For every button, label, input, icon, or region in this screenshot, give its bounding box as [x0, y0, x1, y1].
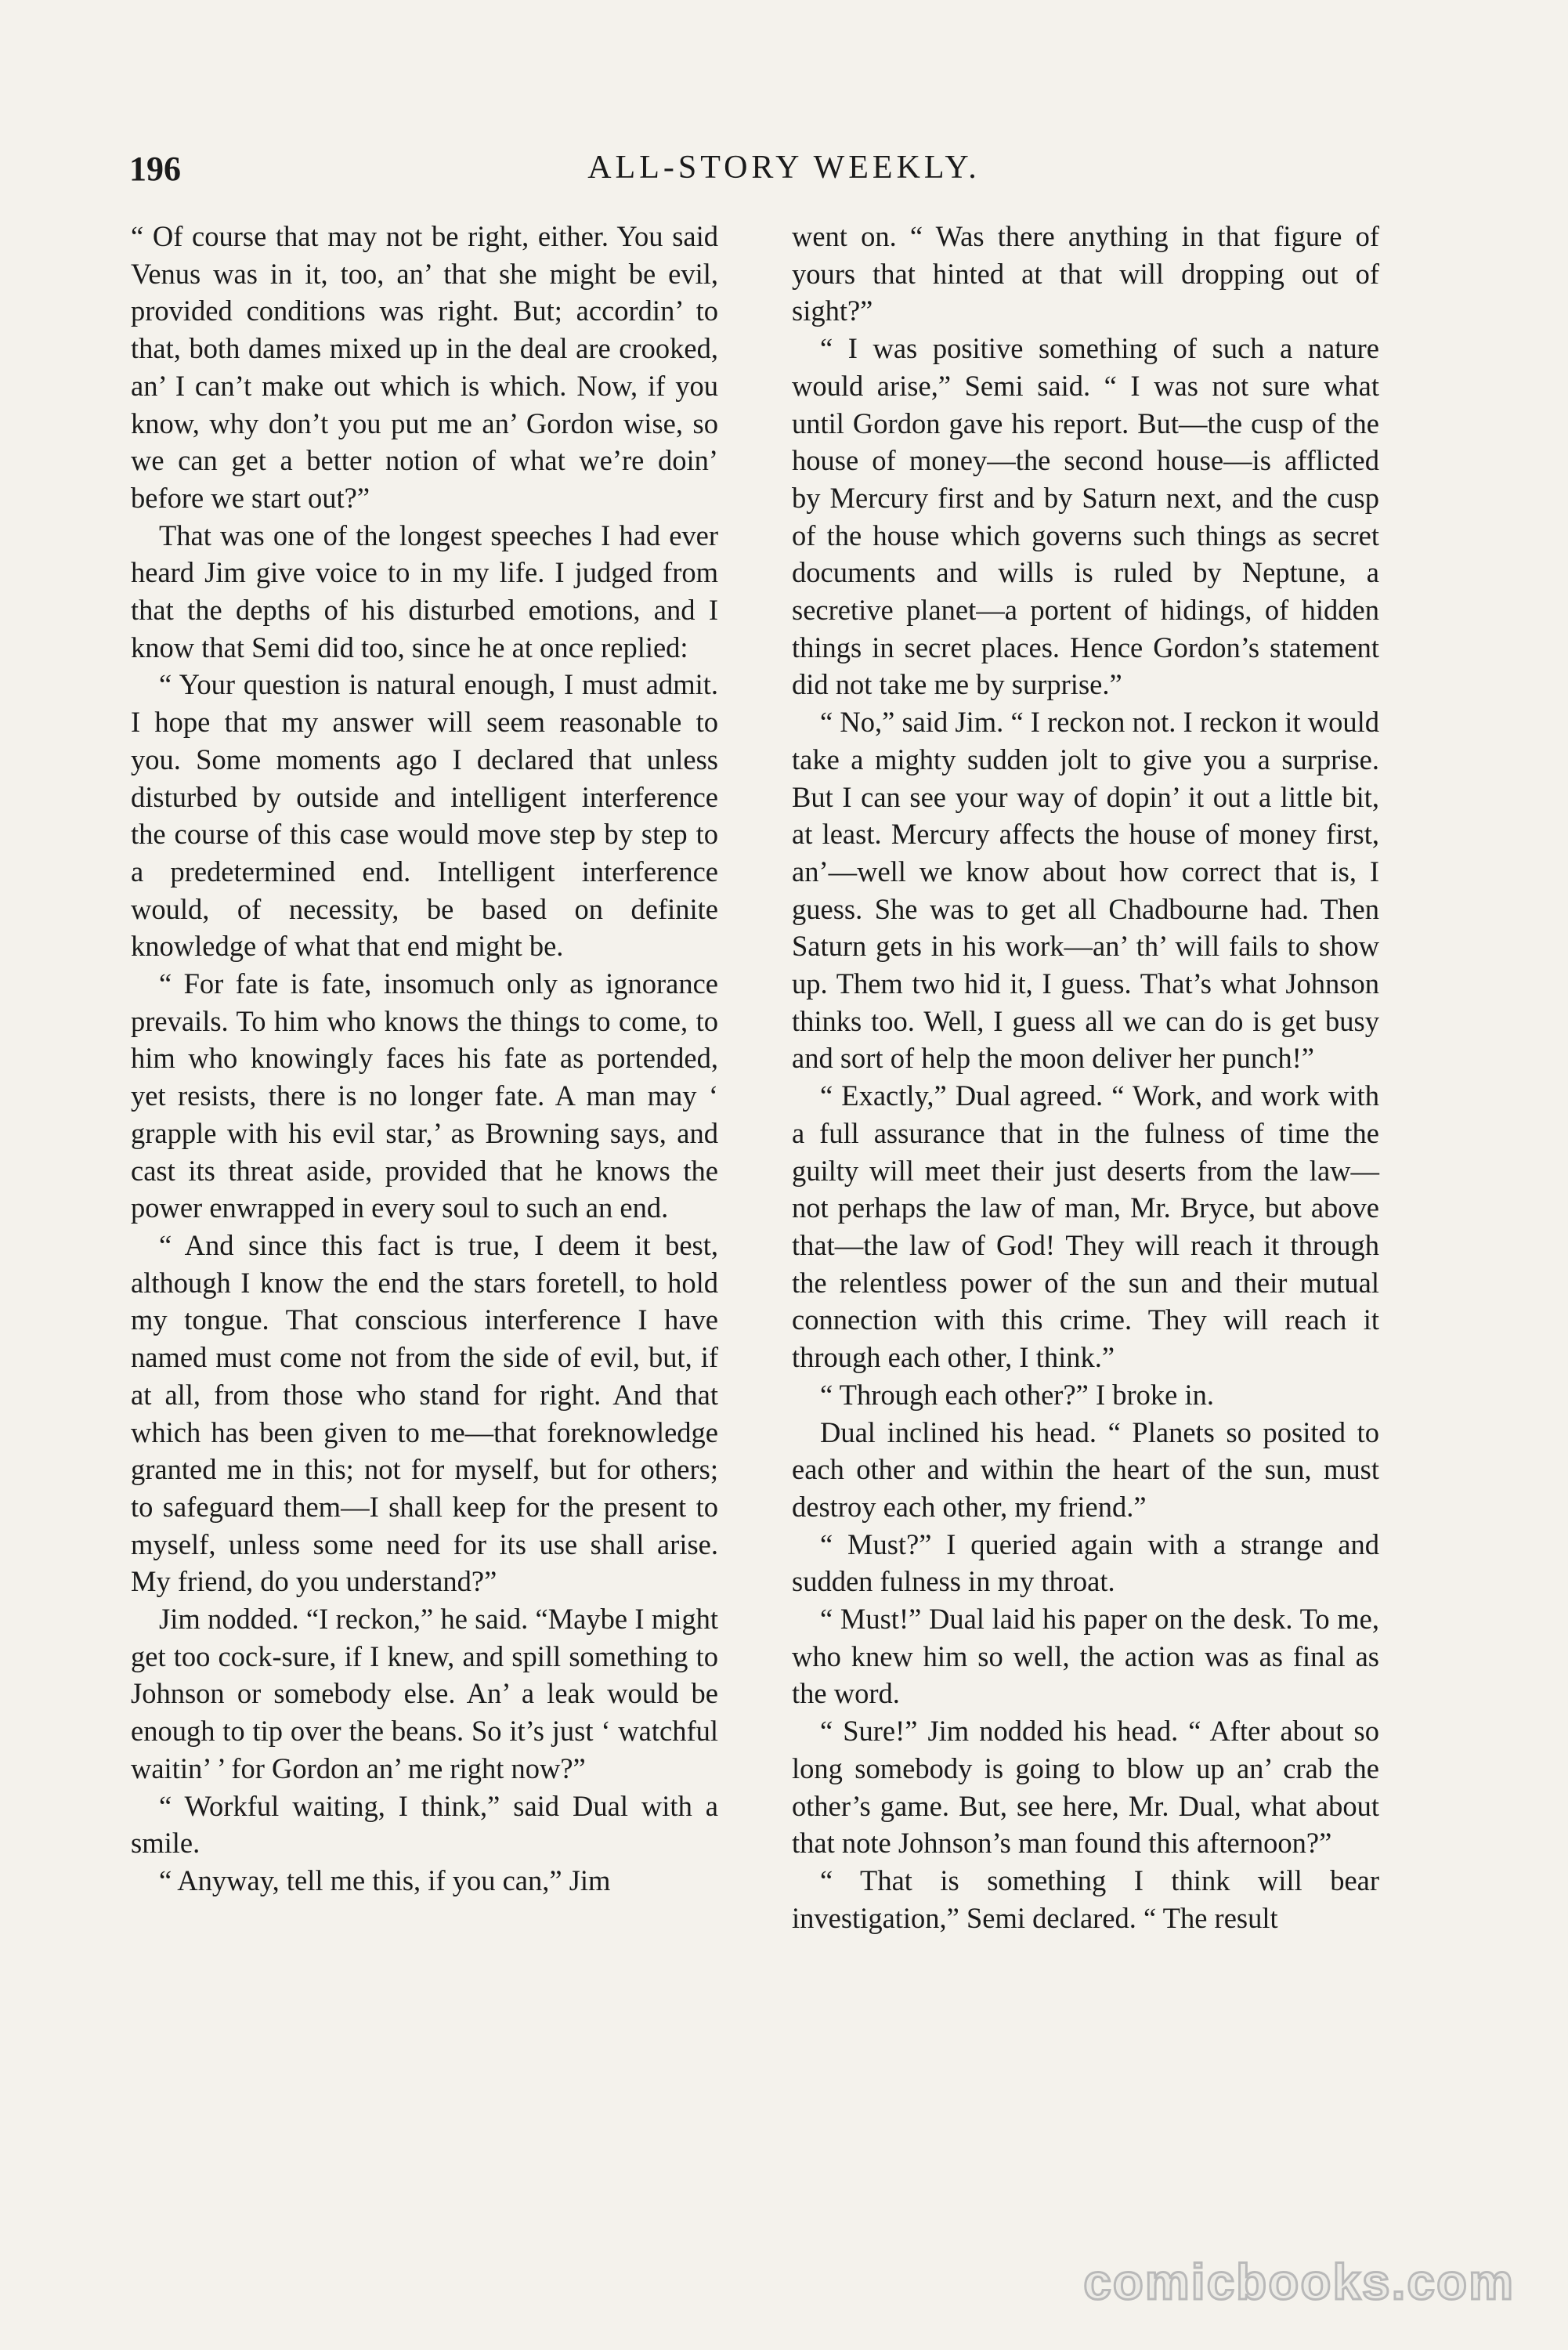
paragraph: “ Workful waiting, I think,” said Dual with a smile. — [131, 1789, 718, 1860]
page-header — [129, 149, 1439, 196]
page-number: 196 — [129, 150, 181, 188]
paragraph: “ For fate is fate, insomuch only as ignorance prevails. To him who knows the things to come, to him who knowingly faces his fate as portended, yet resists, there is no longer fate. A man may ‘ grapple with his evil star,’ as Browning says, and cast its threat aside, provided that he knows the power enwrapped in every soul to such an end. — [131, 967, 718, 1224]
watermark: comicbooks.com — [1083, 2254, 1515, 2310]
paragraph: “ Through each other?” I broke in. — [820, 1378, 1215, 1411]
paragraph: That was one of the longest speeches I had ever heard Jim give voice to in my life. I judged from that the depths of his disturbed emotions, and I know that Semi did too, since he at once replied: — [131, 519, 718, 663]
paragraph: Jim nodded. “I reckon,” he said. “Maybe I might get too cock-sure, if I knew, and spill something to Johnson or somebody else. An’ a leak would be enough to tip over the beans. So it’s just ‘ watchful waitin’ ’ for Gordon an’ me right now?” — [131, 1603, 718, 1784]
paragraph: “ Anyway, tell me this, if you can,” Jim — [159, 1864, 611, 1896]
paragraph: “ Of course that may not be right, either. You said Venus was in it, too, an’ that she might be evil, provided conditions was right. But; accordin’ to that, both dames mixed up in the deal are crooked, an’ I can’t make out which is which. Now, if you know, why don’t you put me an’ Gordon wise, so we can get a better notion of what we’re doin’ before we start out?” — [131, 220, 718, 514]
paragraph: “ Exactly,” Dual agreed. “ Work, and work with a full assurance that in the fulness of time the guilty will meet their just deserts from the law—not perhaps the law of man, Mr. Bryce, but above that—the law of God! They will reach it through the relentless power of the sun and their mutual connection with this crime. They will reach it through each other, I think.” — [792, 1079, 1379, 1374]
paragraph: “ No,” said Jim. “ I reckon not. I reckon it would take a mighty sudden jolt to give you a surprise. But I can see your way of dopin’ it out a little bit, at least. Mercury affects the house of money first, an’—well we know about how correct that is, I guess. She was to get all Chadbourne had. Then Saturn gets in his work—an’ th’ will fails to show up. Them two hid it, I guess. That’s what Johnson thinks too. Well, I guess all we can do is get busy and sort of help the moon deliver her punch!” — [792, 706, 1379, 1075]
paragraph: “ I was positive something of such a nature would arise,” Semi said. “ I was not sure what until Gordon gave his report. But—the cusp of the house of money—the second house—is afflicted by Mercury first and by Saturn next, and the cusp of the house which governs such things as secret documents and wills is ruled by Neptune, a secretive planet—a portent of hidings, of hidden things in secret places. Hence Gordon’s statement did not take me by surprise.” — [792, 332, 1379, 701]
paragraph: went on. “ Was there anything in that figure of yours that hinted at that will dropping out of sight?” — [792, 220, 1379, 327]
paragraph: “ And since this fact is true, I deem it best, although I know the end the stars foretell, to hold my tongue. That conscious interference I have named must come not from the side of evil, but, if at all, from those who stand for right. And that which has been given to me—that foreknowledge granted me in this; not for myself, but for others; to safeguard them—I shall keep for the present to myself, unless some need for its use shall arise. My friend, do you understand?” — [131, 1228, 718, 1598]
running-title: ALL-STORY WEEKLY. — [587, 150, 981, 186]
paragraph: “ Must?” I queried again with a strange and sudden fulness in my throat. — [792, 1528, 1379, 1598]
left-column — [131, 218, 718, 1900]
paragraph: “ Sure!” Jim nodded his head. “ After about so long somebody is going to blow up an’ crab the other’s game. But, see here, Mr. Dual, what about that note Johnson’s man found this afternoon?” — [792, 1715, 1379, 1860]
paragraph: “ Must!” Dual laid his paper on the desk. To me, who knew him so well, the action was as final as the word. — [792, 1603, 1379, 1710]
paragraph: “ Your question is natural enough, I must admit. I hope that my answer will seem reasonable to you. Some moments ago I declared that unless disturbed by outside and intelligent interference the course of this case would move step by step to a predetermined end. Intelligent interference would, of necessity, be based on definite knowledge of what that end might be. — [131, 668, 718, 963]
paragraph: “ That is something I think will bear investigation,” Semi declared. “ The result — [792, 1864, 1379, 1934]
right-column — [792, 218, 1379, 1936]
paragraph: Dual inclined his head. “ Planets so posited to each other and within the heart of the sun, must destroy each other, my friend.” — [792, 1415, 1379, 1523]
